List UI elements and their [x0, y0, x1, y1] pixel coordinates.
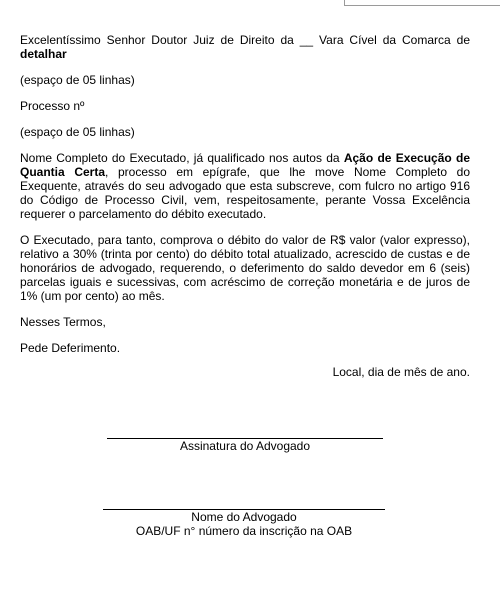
- addressee-line: [20, 33, 470, 61]
- lawyer-name: Nome do Advogado: [191, 510, 297, 524]
- spacing-note-1: (espaço de 05 linhas): [20, 73, 135, 87]
- signature-line-2: [103, 509, 385, 538]
- petition-document: [20, 33, 470, 379]
- closing-terms: Nesses Termos,: [20, 315, 106, 329]
- process-number-label: Processo nº: [20, 99, 85, 113]
- closing-request: Pede Deferimento.: [20, 341, 121, 355]
- addressee-bold-text: detalhar: [20, 47, 67, 61]
- addressee-text: Excelentíssimo Senhor Doutor Juiz de Direito da __ Vara Cível da Comarca de: [20, 33, 470, 47]
- request-paragraph: [20, 151, 470, 221]
- signature-line-1: [107, 438, 383, 453]
- request-text-start: Nome Completo do Executado, já qualificado nos autos da: [20, 151, 344, 165]
- spacing-note-2: (espaço de 05 linhas): [20, 125, 135, 139]
- lawyer-oab: OAB/UF n° número da inscrição na OAB: [135, 524, 353, 538]
- place-date: Local, dia de mês de ano.: [332, 365, 470, 379]
- action-name-bold: Ação de Execução de Quantia Certa: [20, 151, 471, 179]
- top-corner-box: [344, 0, 500, 6]
- signature-label: Assinatura do Advogado: [179, 439, 311, 453]
- request-text-end: , processo em epígrafe, que lhe move Nome Completo do Exequente, através do seu advogado que esta subscreve, com fulcro no artigo 916 do Código de Processo Civil, vem, respeitosamente, perante Vossa Excelência requerer o parcelamento do débito executado.: [20, 165, 470, 221]
- payment-paragraph: O Executado, para tanto, comprova o débito do valor de R$ valor (valor expresso), relativo a 30% (trinta por cento) do débito total atualizado, acrescido de custas e de honorários de advogado, requerendo, o deferimento do saldo devedor em 6 (seis) parcelas iguais e sucessivas, com acréscimo de correção monetária e de juros de 1% (um por cento) ao mês.: [20, 233, 470, 303]
